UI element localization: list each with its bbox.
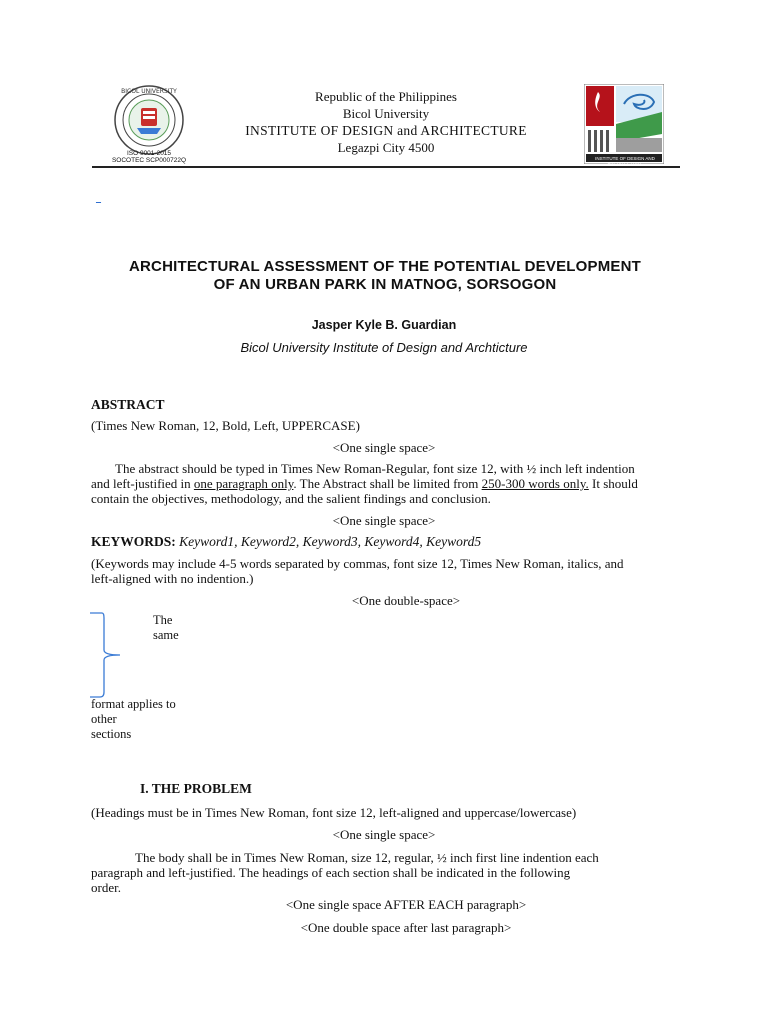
author-affiliation: Bicol University Institute of Design and Archticture bbox=[240, 340, 528, 355]
abstract-underline-one-paragraph: one paragraph only bbox=[193, 476, 294, 491]
problem-line-3: order. bbox=[91, 880, 121, 895]
author-name: Jasper Kyle B. Guardian bbox=[311, 318, 457, 332]
abstract-line-1: The abstract should be typed in Times New Roman-Regular, font size 12, with ½ inch left indention bbox=[115, 461, 635, 476]
abstract-line-3: contain the objectives, methodology, and the salient findings and conclusion. bbox=[91, 491, 491, 506]
header-city: Legazpi City 4500 bbox=[337, 140, 435, 155]
keywords-spacer: <One double-space> bbox=[351, 593, 461, 608]
problem-spacer-1: <One single space> bbox=[332, 827, 436, 842]
abstract-spacer-1: <One single space> bbox=[332, 440, 436, 455]
bracket-icon bbox=[86, 610, 126, 700]
abstract-heading: ABSTRACT bbox=[91, 397, 165, 412]
abstract-underline-word-limit: 250-300 words only. bbox=[481, 476, 589, 491]
institute-logo-caption: INSTITUTE OF DESIGN AND ARCHITECTURE bbox=[595, 156, 655, 166]
annotation-bottom bbox=[91, 697, 176, 742]
keywords-note-line-1: (Keywords may include 4-5 words separated by commas, font size 12, Times New Roman, italics, and bbox=[91, 556, 624, 571]
problem-spacer-2: <One single space AFTER EACH paragraph> bbox=[285, 897, 527, 912]
annotation-top-line-1: The bbox=[153, 613, 173, 627]
abstract-line-2-b: . The Abstract shall be limited from bbox=[293, 476, 482, 491]
title-line-1: ARCHITECTURAL ASSESSMENT OF THE POTENTIAL DEVELOPMENT bbox=[128, 258, 642, 275]
socotec-text: SOCOTEC SCP000722Q bbox=[111, 157, 187, 164]
header-republic: Republic of the Philippines bbox=[315, 89, 457, 104]
institution-header bbox=[200, 88, 572, 156]
abstract-line-2-a: and left-justified in bbox=[91, 476, 194, 491]
keywords-note bbox=[91, 556, 624, 586]
annotation-bottom-line-1: format applies to bbox=[91, 697, 176, 711]
keywords-list: Keyword1, Keyword2, Keyword3, Keyword4, Keyword5 bbox=[179, 534, 482, 549]
abstract-line-2-c: It should bbox=[588, 476, 638, 491]
seal-caption bbox=[107, 150, 191, 164]
keywords-line bbox=[91, 534, 481, 550]
problem-spacer-3: <One double space after last paragraph> bbox=[300, 920, 512, 935]
annotation-top bbox=[153, 613, 179, 643]
seal-ring-text: BICOL UNIVERSITY bbox=[121, 88, 177, 95]
annotation-top-line-2: same bbox=[153, 628, 179, 642]
keywords-note-line-2: left-aligned with no indention.) bbox=[91, 571, 254, 586]
problem-paragraph bbox=[91, 850, 681, 895]
header-university: Bicol University bbox=[342, 106, 430, 121]
problem-line-2: paragraph and left-justified. The headings of each section shall be indicated in the following bbox=[91, 865, 571, 880]
annotation-bottom-line-2: other bbox=[91, 712, 117, 726]
problem-heading-note: (Headings must be in Times New Roman, font size 12, left-aligned and uppercase/lowercase) bbox=[91, 805, 577, 820]
keywords-label: KEYWORDS: bbox=[91, 534, 176, 549]
institute-logo bbox=[584, 84, 664, 164]
abstract-spacer-2: <One single space> bbox=[332, 513, 436, 528]
abstract-line-2 bbox=[91, 476, 681, 491]
paper-title bbox=[80, 258, 690, 294]
title-line-2: OF AN URBAN PARK IN MATNOG, SORSOGON bbox=[213, 276, 557, 293]
abstract-format-note: (Times New Roman, 12, Bold, Left, UPPERCASE) bbox=[91, 418, 360, 433]
header-divider bbox=[92, 166, 680, 168]
small-link-mark[interactable]: _ bbox=[96, 193, 101, 204]
problem-heading: I. THE PROBLEM bbox=[140, 781, 252, 796]
annotation-bottom-line-3: sections bbox=[91, 727, 132, 741]
header-institute: INSTITUTE OF DESIGN and ARCHITECTURE bbox=[245, 123, 527, 138]
problem-line-1: The body shall be in Times New Roman, size 12, regular, ½ inch first line indention each bbox=[135, 850, 599, 865]
abstract-paragraph bbox=[91, 461, 681, 506]
iso-text: ISO 9001-2015 bbox=[126, 150, 172, 157]
